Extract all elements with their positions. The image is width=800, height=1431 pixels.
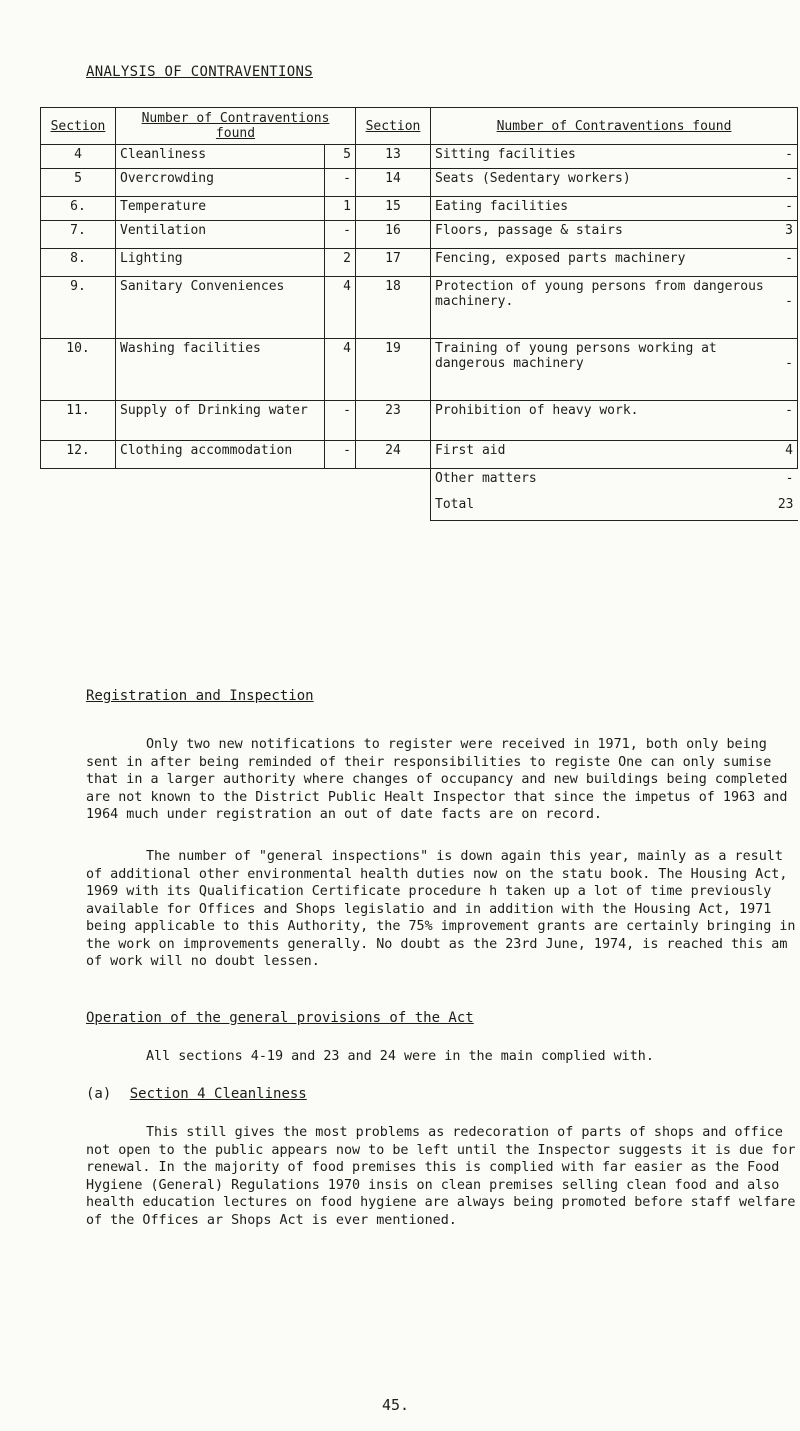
empty-cell [325,495,356,521]
contravention-cell [431,401,798,441]
contravention-count: 1 [325,197,356,221]
contravention-cell [431,145,798,169]
cleanliness-heading-prefix: (a) [86,1086,112,1102]
page-number: 45. [382,1396,410,1414]
contravention-count: 4 [785,443,793,458]
contravention-count: - [325,441,356,469]
registration-heading: Registration and Inspection [86,688,314,704]
registration-paragraph-1: Only two new notifications to register were received in 1971, both only being sent in after being reminded of their responsibilities to registe One can only sumise that in a larger authority where changes of occupancy and new buildings being completed are not known to the District Public Healt Inspector that since the impetus of 1963 and 1964 much under registration an out of date facts are on record. [86,737,788,822]
contravention-name: Eating facilities [435,199,569,214]
section-number: 16 [356,221,431,249]
section-number: 19 [356,339,431,401]
contravention-count: - [785,147,793,162]
empty-cell [356,469,431,495]
empty-cell [325,469,356,495]
contravention-name: Prohibition of heavy work. [435,403,639,418]
contravention-name: Lighting [116,249,325,277]
summary-value: 23 [777,496,794,512]
contravention-cell [431,339,798,401]
contravention-name: First aid [435,443,506,458]
table-row [41,145,798,169]
contraventions-table [40,107,798,521]
section-number: 11. [41,401,116,441]
section-number: 8. [41,249,116,277]
page-title: ANALYSIS OF CONTRAVENTIONS [86,64,313,80]
section-number: 6. [41,197,116,221]
section-number: 9. [41,277,116,339]
summary-cell [431,469,798,495]
contravention-count: - [325,221,356,249]
header-section-1: Section [41,108,116,145]
table-row [41,221,798,249]
table-row [41,495,798,521]
empty-cell [356,495,431,521]
contravention-count: - [785,403,793,418]
contravention-cell [431,441,798,469]
section-number: 14 [356,169,431,197]
contravention-name: Sitting facilities [435,147,576,162]
summary-cell [431,495,798,521]
contravention-cell [431,249,798,277]
empty-cell [41,495,116,521]
table-header-row [41,108,798,145]
registration-paragraph-2: The number of "general inspections" is down again this year, mainly as a result of additional other environmental health duties now on the statu book. The Housing Act, 1969 with its Qualification Certificate procedure h taken up a lot of time previously available for Offices and Shops legislatio and in addition with the Housing Act, 1971 being applicable to this Authority, the 75% improvement grants are certainly bringing in the work on improvements generally. No doubt as the 23rd June, 1974, is reached this am of work will no doubt lessen. [86,849,796,969]
table-row [41,401,798,441]
contravention-count: 5 [325,145,356,169]
cleanliness-heading: Section 4 Cleanliness [129,1086,307,1102]
contravention-name: Protection of young persons from dangerous machinery. [435,279,764,309]
table-row [41,249,798,277]
contravention-name: Supply of Drinking water [116,401,325,441]
table-row [41,169,798,197]
empty-cell [116,469,325,495]
contravention-count: 4 [325,277,356,339]
contravention-name: Cleanliness [116,145,325,169]
summary-value: - [785,471,794,486]
contravention-name: Washing facilities [116,339,325,401]
contravention-count: 3 [785,223,793,238]
empty-cell [116,495,325,521]
contravention-count: - [325,401,356,441]
contravention-name: Ventilation [116,221,325,249]
contravention-name: Training of young persons working at dangerous machinery [435,341,717,371]
section-number: 24 [356,441,431,469]
section-number: 10. [41,339,116,401]
section-number: 13 [356,145,431,169]
contravention-cell [431,277,798,339]
section-number: 17 [356,249,431,277]
table-row [41,339,798,401]
section-number: 12. [41,441,116,469]
table-row [41,277,798,339]
header-contraventions-2: Number of Contraventions found [431,108,798,145]
contravention-name: Temperature [116,197,325,221]
cleanliness-paragraph: This still gives the most problems as redecoration of parts of shops and office not open to the public appears now to be left until the Inspector suggests it is due for renewal. In the majority of food premises this is complied with far easier as the Food Hygiene (General) Regulations 1970 insis on clean premises selling clean food and also health education lectures on food hygiene are always being promoted before staff welfare of the Offices ar Shops Act is ever mentioned. [86,1125,796,1228]
contravention-count: - [785,251,793,266]
contravention-count: - [325,169,356,197]
section-number: 5 [41,169,116,197]
contravention-count: - [785,171,793,186]
contravention-count: - [785,356,793,371]
summary-label: Other matters [435,471,537,486]
table-row [41,197,798,221]
cleanliness-heading-row [86,1086,307,1102]
table-row [41,441,798,469]
contravention-cell [431,221,798,249]
section-number: 23 [356,401,431,441]
table-row [41,469,798,495]
empty-cell [41,469,116,495]
contravention-name: Overcrowding [116,169,325,197]
section-number: 18 [356,277,431,339]
section-number: 7. [41,221,116,249]
contravention-count: - [785,199,793,214]
contravention-name: Clothing accommodation [116,441,325,469]
section-number: 4 [41,145,116,169]
header-contraventions-1: Number of Contraventions found [116,108,356,145]
section-number: 15 [356,197,431,221]
header-section-2: Section [356,108,431,145]
contravention-count: 2 [325,249,356,277]
contravention-cell [431,197,798,221]
contravention-name: Seats (Sedentary workers) [435,171,631,186]
operation-heading: Operation of the general provisions of the Act [86,1010,474,1026]
contravention-name: Sanitary Conveniences [116,277,325,339]
contravention-name: Fencing, exposed parts machinery [435,251,686,266]
contravention-name: Floors, passage & stairs [435,223,623,238]
summary-label: Total [435,496,475,512]
contravention-count: 4 [325,339,356,401]
contravention-count: - [785,294,793,309]
operation-paragraph: All sections 4-19 and 23 and 24 were in the main complied with. [146,1049,654,1064]
contravention-cell [431,169,798,197]
